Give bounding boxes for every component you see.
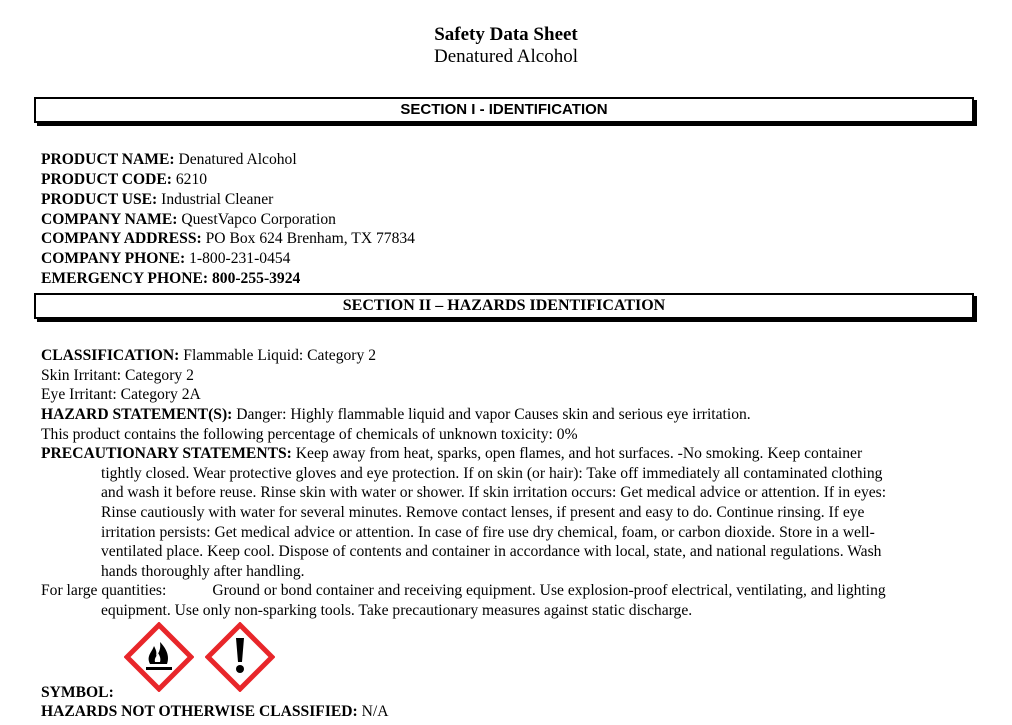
document-subtitle: Denatured Alcohol: [433, 46, 579, 67]
precautionary-text-line: and wash it before reuse. Rinse skin with water or shower. If skin irritation occurs: Get medical advice or attention. If in eyes:: [101, 484, 887, 501]
exclamation-mark-icon: [205, 622, 275, 692]
large-quantities-label: For large quantities:: [41, 582, 167, 599]
classification-label: CLASSIFICATION:: [41, 347, 180, 364]
classification-line: [41, 346, 376, 366]
field-label: PRODUCT USE:: [41, 191, 158, 208]
toxicity-line: [41, 425, 578, 445]
precautionary-text-line: Rinse cautiously with water for several minutes. Remove contact lenses, if present and easy to do. Continue rinsing. If eye: [101, 504, 865, 521]
field-label: COMPANY ADDRESS:: [41, 230, 202, 247]
hnoc-line: [41, 702, 389, 722]
hazard-statement-line: [41, 405, 751, 425]
section-1-header: [34, 97, 974, 123]
large-quantities-line: [41, 581, 886, 601]
field-value: Denatured Alcohol: [178, 151, 297, 168]
field-value: 1-800-231-0454: [189, 250, 291, 267]
large-quantities-line-2: equipment. Use only non-sparking tools. Take precautionary measures against static discharge.: [101, 602, 693, 619]
classification-value: Flammable Liquid: Category 2: [183, 347, 376, 364]
document-title: Safety Data Sheet: [434, 24, 578, 45]
toxicity-value: 0%: [556, 426, 578, 443]
field-value: Industrial Cleaner: [161, 191, 274, 208]
precautionary-first: Keep away from heat, sparks, open flames, and hot surfaces. -No smoking. Keep container: [295, 445, 863, 462]
section-2-header: [34, 293, 974, 319]
symbol-label: SYMBOL:: [41, 684, 114, 701]
hazard-statement-value: Danger: Highly flammable liquid and vapor Causes skin and serious eye irritation.: [236, 406, 751, 423]
hazard-statement-label: HAZARD STATEMENT(S):: [41, 406, 233, 423]
field-label: EMERGENCY PHONE:: [41, 270, 209, 287]
field-value: 800-255-3924: [211, 270, 301, 287]
field-label: PRODUCT NAME:: [41, 151, 175, 168]
field-product-name: [41, 150, 297, 170]
flame-icon: [124, 622, 194, 692]
toxicity-text: This product contains the following percentage of chemicals of unknown toxicity:: [41, 426, 553, 443]
precautionary-line: [41, 444, 862, 464]
field-company-address: [41, 229, 415, 249]
precautionary-text-line: ventilated place. Keep cool. Dispose of contents and container in accordance with local, state, and national regulations. Wash: [101, 543, 882, 560]
field-emergency-phone: [41, 269, 300, 289]
precautionary-text-line: tightly closed. Wear protective gloves and eye protection. If on skin (or hair): Take off immediately all contaminated clothing: [101, 465, 883, 482]
field-product-use: [41, 190, 273, 210]
precautionary-text-line: irritation persists: Get medical advice or attention. In case of fire use dry chemical, foam, or carbon dioxide. Store in a well-: [101, 524, 875, 541]
field-value: PO Box 624 Brenham, TX 77834: [205, 230, 415, 247]
section-1-title: SECTION I - IDENTIFICATION: [400, 101, 608, 118]
field-value: QuestVapco Corporation: [181, 211, 336, 228]
field-value: 6210: [175, 171, 208, 188]
precautionary-label: PRECAUTIONARY STATEMENTS:: [41, 445, 292, 462]
field-label: COMPANY PHONE:: [41, 250, 186, 267]
large-quantities-text: Ground or bond container and receiving equipment. Use explosion-proof electrical, ventilating, and lighting: [212, 582, 886, 599]
field-company-name: [41, 210, 336, 230]
classification-extra-line: Skin Irritant: Category 2: [41, 367, 194, 384]
field-label: COMPANY NAME:: [41, 211, 178, 228]
field-label: PRODUCT CODE:: [41, 171, 172, 188]
precautionary-text-line: hands thoroughly after handling.: [101, 563, 305, 580]
hnoc-label: HAZARDS NOT OTHERWISE CLASSIFIED:: [41, 703, 358, 720]
section-2-title: SECTION II – HAZARDS IDENTIFICATION: [342, 297, 666, 314]
field-company-phone: [41, 249, 290, 269]
field-product-code: [41, 170, 207, 190]
classification-extra-line: Eye Irritant: Category 2A: [41, 386, 201, 403]
hnoc-value: N/A: [361, 703, 389, 720]
